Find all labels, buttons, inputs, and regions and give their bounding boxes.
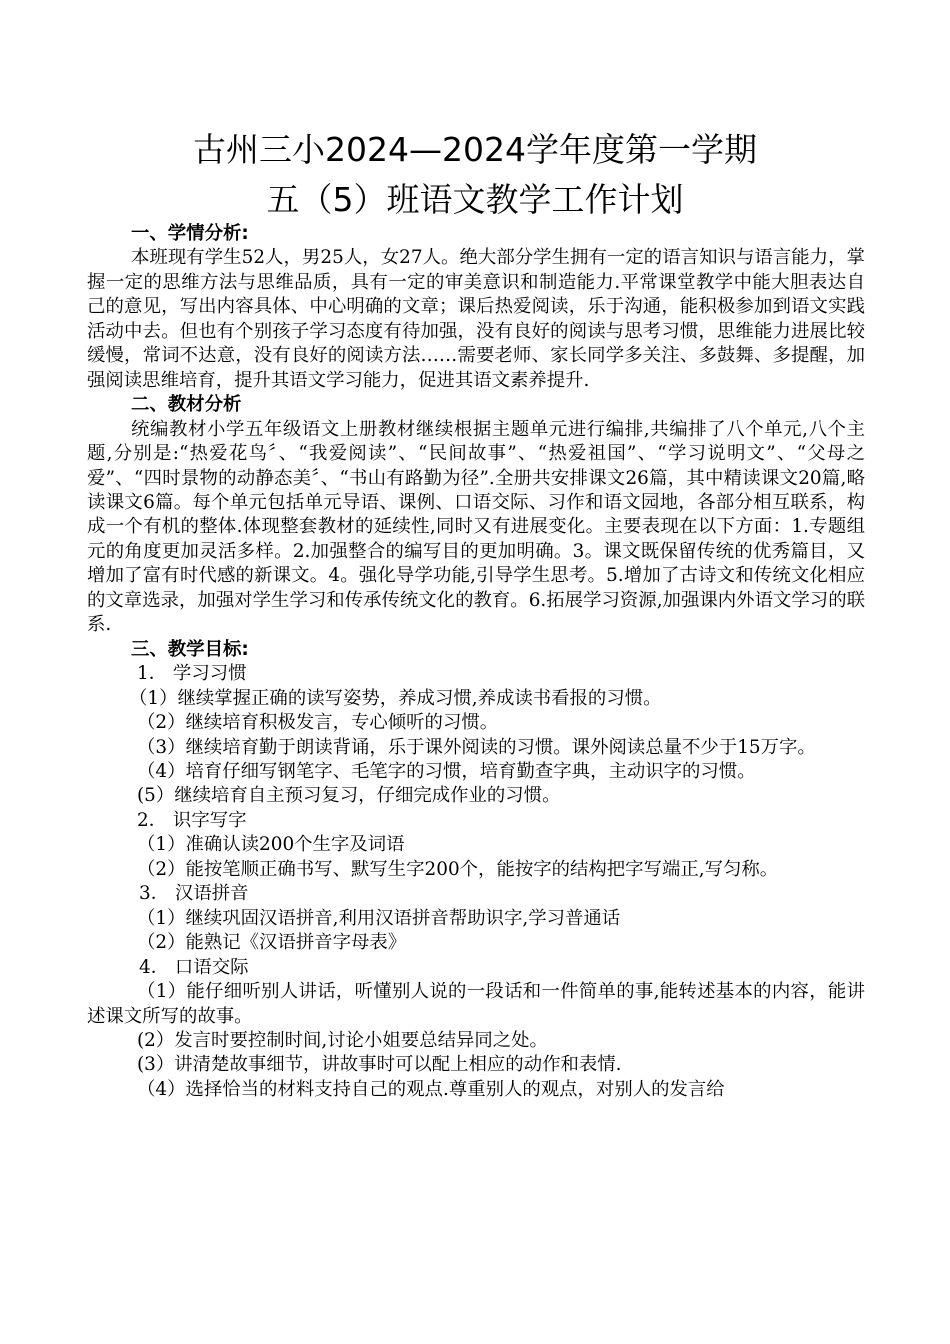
goal-item: （4）培育仔细写钢笔字、毛笔字的习惯，培育勤查字典，主动识字的习惯。 (137, 760, 756, 782)
section-heading-textbook-analysis: 二、教材分析 (131, 394, 242, 416)
goal-group-title: 1． 学习习惯 (137, 663, 247, 685)
goal-item: （1）继续巩固汉语拼音,利用汉语拼音帮助识字,学习普通话 (137, 907, 621, 929)
goal-item: （1）能仔细听别人讲话，听懂别人说的一段话和一件简单的事,能转述基本的内容，能讲述课文所写的故事。 (87, 981, 865, 1027)
goal-group-title: 4． 口语交际 (139, 956, 249, 978)
goal-item: (2）发言时要控制时间,讨论小姐要总结异同之处。 (137, 1029, 548, 1051)
document-body (87, 222, 865, 1102)
paragraph-student-analysis: 本班现有学生52人，男25人，女27人。绝大部分学生拥有一定的语言知识与语言能力，掌握一定的思维方法与思维品质，具有一定的审美意识和制造能力.平常课堂教学中能大胆表达自己的意见，写出内容具体、中心明确的文章；课后热爱阅读，乐于沟通，能积极参加到语文实践活动中去。但也有个别孩子学习态度有待加强，没有良好的阅读与思考习惯，思维能力进展比较缓慢，常词不达意，没有良好的阅读方法……需要老师、家长同学多关注、多鼓舞、多提醒，加强阅读思维培育，提升其语文学习能力，促进其语文素养提升. (87, 247, 865, 391)
goal-item: （4）选择恰当的材料支持自己的观点.尊重别人的观点，对别人的发言给 (137, 1078, 725, 1100)
section-heading-student-analysis: 一、学情分析: (131, 223, 249, 244)
document-title: 古州三小2024—2024学年度第一学期 (193, 130, 757, 169)
goal-item: （2）能熟记《汉语拼音字母表》 (137, 932, 407, 954)
goal-item: （1）准确认读200个生字及词语 (137, 834, 405, 856)
goal-group-title: 3． 汉语拼音 (139, 883, 249, 905)
paragraph-textbook-analysis: 统编教材小学五年级语文上册教材继续根据主题单元进行编排,共编排了八个单元,八个主题,分别是:“热爱花鸟〞、“我爱阅读”、“民间故事”、“热爱祖国”、“学习说明文”、“父母之爱”、“四时景物的动静态美〞、“书山有路勤为径”.全册共安排课文26篇，其中精读课文20篇,略读课文6篇。每个单元包括单元导语、课例、口语交际、习作和语文园地，各部分相互联系，构成一个有机的整体.体现整套教材的延续性,同时又有进展变化。主要表现在以下方面：1.专题组元的角度更加灵活多样。2.加强整合的编写目的更加明确。3。课文既保留传统的优秀篇目，又增加了富有时代感的新课文。4。强化导学功能,引导学生思考。5.增加了古诗文和传统文化相应的文章选录，加强对学生学习和传承传统文化的教育。6.拓展学习资源,加强课内外语文学习的联系. (87, 418, 865, 636)
goal-item: (5）继续培育自主预习复习，仔细完成作业的习惯。 (137, 785, 561, 807)
document-subtitle: 五（5）班语文教学工作计划 (266, 180, 684, 219)
goal-item: (3）讲清楚故事细节，讲故事时可以配上相应的动作和表情. (137, 1054, 622, 1076)
goal-group-title: 2． 识字写字 (137, 809, 247, 831)
section-heading-teaching-goals: 三、教学目标: (131, 638, 249, 660)
goal-item: （2）继续培育积极发言，专心倾听的习惯。 (137, 712, 499, 734)
goal-item: （3）继续培育勤于朗读背诵，乐于课外阅读的习惯。课外阅读总量不少于15万字。 (137, 736, 816, 758)
goal-item: （1）继续掌握正确的读写姿势，养成习惯,养成读书看报的习惯。 (129, 687, 662, 709)
goal-item: （2）能按笔顺正确书写、默写生字200个，能按字的结构把字写端正,写匀称。 (137, 858, 779, 880)
